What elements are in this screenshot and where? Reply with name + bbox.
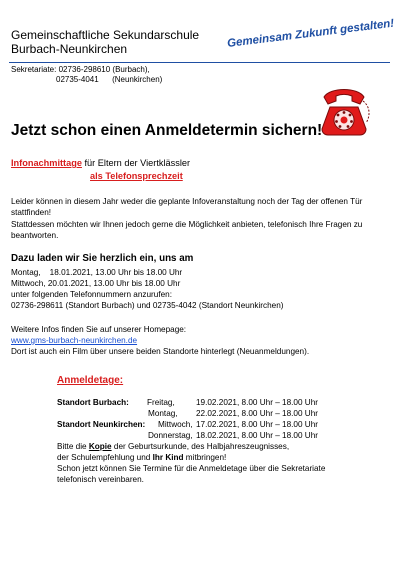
invite-heading: Dazu laden wir Sie herzlich ein, uns am <box>11 253 194 264</box>
note-text: der Schulempfehlung und <box>57 453 153 462</box>
schedule-date: 22.02.2021, 8.00 Uhr – 18.00 Uhr <box>196 409 318 418</box>
note-text: mitbringen! <box>183 453 227 462</box>
telephone-icon <box>316 83 372 137</box>
secretariat-phone-neunkirchen: 02735-4041 <box>56 75 99 84</box>
phone-numbers: 02736-298611 (Standort Burbach) und 02735-4042 (Standort Neunkirchen) <box>11 301 284 310</box>
secretariat-place-neunkirchen: (Neunkirchen) <box>112 75 163 84</box>
info-highlight-afternoons: Infonachmittage <box>11 158 82 168</box>
note-child: Ihr Kind <box>152 453 184 462</box>
secretariat-contacts <box>11 65 162 85</box>
note-recommendation <box>57 452 325 463</box>
schedule-location: Standort Neunkirchen: <box>57 420 146 429</box>
school-name <box>11 28 199 56</box>
page-headline: Jetzt schon einen Anmeldetermin sichern! <box>11 122 323 139</box>
schedule-date: 18.02.2021, 8.00 Uhr – 18.00 Uhr <box>196 431 318 440</box>
paragraph-cancelled: Leider können in diesem Jahr weder die geplante Infoveranstaltung noch der Tag der offenen Tür stattfinden! <box>11 197 363 217</box>
registration-heading: Anmeldetage: <box>57 375 124 386</box>
phone-numbers-intro: unter folgenden Telefonnummern anzurufen: <box>11 290 172 299</box>
paragraph-phone-offer: Stattdessen möchten wir Ihnen jedoch gerne die Möglichkeit anbieten, telefonisch Ihre Fragen zu beantworten. <box>11 220 363 240</box>
school-slogan: Gemeinsam Zukunft gestalten! <box>226 17 395 50</box>
header-divider <box>9 62 390 63</box>
homepage-link[interactable]: www.gms-burbach-neunkirchen.de <box>11 336 138 345</box>
schedule-date: 19.02.2021, 8.00 Uhr – 18.00 Uhr <box>196 398 318 407</box>
school-name-line1: Gemeinschaftliche Sekundarschule <box>11 28 200 42</box>
info-text: für Eltern der Viertklässler <box>81 158 191 168</box>
schedule-date: 17.02.2021, 8.00 Uhr – 18.00 Uhr <box>196 420 318 429</box>
school-name-line2: Burbach-Neunkirchen <box>11 42 128 56</box>
schedule-day: Donnerstag, <box>148 431 193 440</box>
note-documents <box>57 441 325 452</box>
schedule-day: Montag, <box>148 409 178 418</box>
note-appointments: Schon jetzt können Sie Termine für die Anmeldetage über die Sekretariate <box>57 464 326 473</box>
note-text: der Geburtsurkunde, des Halbjahreszeugnisses, <box>111 442 290 451</box>
schedule-location: Standort Burbach: <box>57 398 129 407</box>
film-note: Dort ist auch ein Film über unsere beiden Standorte hinterlegt (Neuanmeldungen). <box>11 347 310 356</box>
note-copy: Kopie <box>88 442 112 451</box>
info-highlight-phone: als Telefonsprechzeit <box>90 171 183 181</box>
secretariat-label: Sekretariate: <box>11 65 57 74</box>
registration-notes <box>57 441 325 485</box>
note-text: Bitte die <box>57 442 89 451</box>
note-by-phone: telefonisch vereinbaren. <box>57 475 144 484</box>
info-afternoons <box>11 157 190 183</box>
phone-time-monday: Montag, 18.01.2021, 13.00 Uhr bis 18.00 Uhr <box>11 268 183 277</box>
more-info <box>11 324 309 357</box>
phone-time-wednesday: Mittwoch, 20.01.2021, 13.00 Uhr bis 18.00 Uhr <box>11 279 181 288</box>
schedule-day: Freitag, <box>147 398 175 407</box>
schedule-day: Mittwoch, <box>158 420 193 429</box>
phone-times <box>11 267 284 311</box>
homepage-intro: Weitere Infos finden Sie auf unserer Homepage: <box>11 325 187 334</box>
secretariat-phone-burbach: 02736-298610 (Burbach), <box>58 65 150 74</box>
